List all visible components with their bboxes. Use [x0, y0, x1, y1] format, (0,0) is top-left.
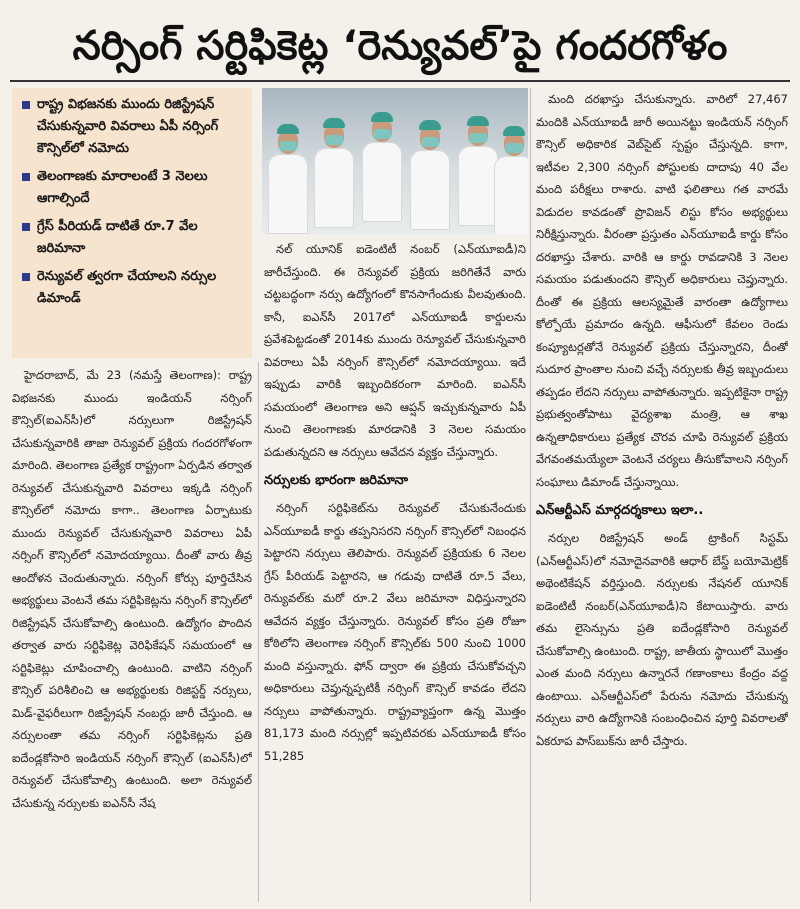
column-divider	[258, 362, 259, 902]
nurse-figure	[268, 124, 308, 234]
highlight-item	[22, 94, 244, 160]
column-divider	[530, 88, 531, 902]
article-column-3	[536, 88, 788, 904]
nurse-figure	[362, 112, 402, 234]
headline: నర్సింగ్ సర్టిఫికెట్ల ‘రెన్యువల్’పై గందరగోళం	[72, 23, 728, 69]
article-paragraph: హైదరాబాద్, మే 23 (నమస్తే తెలంగాణ): రాష్ట్ర విభజనకు ముందు ఇండియన్ నర్సింగ్ కౌన్సిల్(ఐఎన్‌సీ)లో నర్సులుగా రిజిస్ట్రేషన్ చేసుకున్నవారికి తాజా రెన్యువల్ ప్రక్రియ గందరగోళంగా మారింది. తెలంగాణ ప్రత్యేక రాష్ట్రంగా ఏర్పడిన తర్వాత రెన్యువల్ చేసుకున్నవారి వివరాలు ఇక్కడి నర్సింగ్ కౌన్సిల్‌లో నమోదు కాగా.. తెలంగాణ ఏర్పాటుకు ముందు రెన్యువల్ చేసుకున్నవారి వివరాలు ఏపీ నర్సింగ్ కౌన్సిల్‌లో నమోదయ్యాయి. దీంతో వారు తీవ్ర ఆందోళన చెందుతున్నారు. నర్సింగ్ కోర్సు పూర్తిచేసిన అభ్యర్థులు వెంటనే తమ సర్టిఫికెట్లను నర్సింగ్ కౌన్సిల్‌లో రిజిస్ట్రేషన్ చేసుకోవాల్సి ఉంటుంది. ఉద్యోగం పొందిన తర్వాత వారు సర్టిఫికెట్ల వెరిఫికేషన్ సమయంలో ఆ సర్టిఫికెట్లు చూపించాల్సి ఉంటుంది. వాటిని నర్సింగ్ కౌన్సిల్ పరిశీలించి ఆ అభ్యర్థులకు రిజిస్టర్డ్ నర్సులు, మిడ్-వైఫరీలుగా రిజిస్ట్రేషన్ నంబర్లు జారీ చేస్తుంది. ఆ నర్సులంతా తమ నర్సింగ్ సర్టిఫికెట్లను ప్రతి ఐదేండ్లకోసారి ఇండియన్ నర్సింగ్ కౌన్సిల్ (ఐఎన్‌సీ)లో రెన్యువల్ చేసుకోవాల్సి ఉంటుంది. అలా రెన్యువల్ చేసుకున్న నర్సులకు ఐఎన్‌సీ నేష	[12, 368, 252, 810]
article-paragraph: మంది దరఖాస్తు చేసుకున్నారు. వారిలో 27,467 మందికి ఎన్‌యూఐడీ జారీ అయినట్టు ఇండియన్ నర్సింగ్ కౌన్సిల్ అధికారిక వెబ్‌సైట్ స్పష్టం చేస్తున్నది. కాగా, ఇటీవల 2,300 నర్సింగ్ పోస్టులకు దాదాపు 40 వేల మంది పరీక్షలు రాశారు. వాటి ఫలితాలు గత వారమే విడుదల కావడంతో ప్రొవిజన్ లిస్టు కోసం అభ్యర్థులు నిరీక్షిస్తున్నారు. వీరంతా ప్రస్తుతం ఎన్‌యూఐడీ కార్డు కోసం దరఖాస్తు చేశారు. వారికి ఆ కార్డు రావడానికి 3 నెలల సమయం పడుతుందని కౌన్సిల్ అధికారులు చెప్తున్నారు. దీంతో ఈ ప్రక్రియ ఆలస్యమైతే వారంతా ఉద్యోగాలు కోల్పోయే ప్రమాదం ఉన్నది. ఆఫీసులో కేవలం రెండు కంప్యూటర్లతోనే రెన్యువల్ ప్రక్రియ చేస్తున్నారని, దీంతో సుదూర ప్రాంతాల నుంచి వచ్చే నర్సులకు తీవ్ర ఇబ్బందులు తప్పడం లేదని నర్సులు వాపోతున్నారు. ఇప్పటికైనా రాష్ట్ర ప్రభుత్వంతోపాటు వైద్యశాఖ మంత్రి, ఆ శాఖ ఉన్నతాధికారులు ప్రత్యేక చొరవ చూపి రెన్యువల్ ప్రక్రియ వేగవంతమయ్యేలా వెంటనే చర్యలు తీసుకోవాలని నర్సింగ్ సంఘాలు డిమాండ్ చేస్తున్నాయి.	[536, 92, 788, 489]
square-bullet-icon	[22, 273, 30, 281]
square-bullet-icon	[22, 223, 30, 231]
highlight-text: గ్రేస్ పీరియడ్ దాటితే రూ.7 వేల జరిమానా	[37, 219, 198, 256]
article-paragraph: నల్ యూనిక్ ఐడెంటిటీ నంబర్ (ఎన్‌యూఐడీ)ని జారీచేస్తుంది. ఈ రెన్యువల్ ప్రక్రియ జరిగితేనే వారు చట్టబద్ధంగా నర్సు ఉద్యోగంలో కొనసాగేందుకు వీలవుతుంది. కానీ, ఐఎన్‌సీ 2017లో ఎన్‌యూఐడీ కార్డులను ప్రవేశపెట్టడంతో 2014కు ముందు రెన్యూవల్ చేసుకున్నవారి వివరాలు ఏపీ నర్సింగ్ కౌన్సిల్‌లో నమోదయ్యాయి. ఇదే ఇప్పుడు వారికి ఇబ్బందికరంగా మారింది. ఐఎన్‌సీ సమయంలో తెలంగాణ అని ఆప్షన్ ఇచ్చుకున్నవారు ఏపీ నుంచి తెలంగాణకు మారడానికి 3 నెలల సమయం పడుతున్నదని ఆ నర్సులు ఆవేదన వ్యక్తం చేస్తున్నారు.	[264, 242, 526, 459]
headline-rule	[10, 80, 790, 82]
highlight-text: రాష్ట్ర విభజనకు ముందు రిజిస్ట్రేషన్ చేసుకున్నవారి వివరాలు ఏపీ నర్సింగ్ కౌన్సిల్‌లో నమోదు	[37, 97, 219, 156]
nurses-photo	[262, 88, 528, 234]
square-bullet-icon	[22, 101, 30, 109]
nurse-figure	[410, 120, 450, 234]
article-paragraph: నర్సింగ్ సర్టిఫికెట్‌ను రెన్యువల్ చేసుకునేందుకు ఎన్‌యూఐడీ కార్డు తప్పనిసరని నర్సింగ్ కౌన్సిల్‌లో నిబంధన పెట్టారని నర్సులు తెలిపారు. రెన్యువల్ ప్రక్రియకు 6 నెలల గ్రేస్ పీరియడ్ పెట్టారని, ఆ గడువు దాటితే రూ.5 వేలు, రెన్యువల్‌కు మరో రూ.2 వేలు జరిమానా విధిస్తున్నారని ఆవేదన వ్యక్తం చేస్తున్నారు. రెన్యువల్ కోసం ప్రతి రోజూ కోఠిలోని తెలంగాణ నర్సింగ్ కౌన్సిల్‌కు 500 నుంచి 1000 మంది వస్తున్నారు. ఫోన్ ద్వారా ఈ ప్రక్రియ చేసుకోవచ్చని అధికారులు చెప్తున్నప్పటికీ నర్సింగ్ కౌన్సిల్ కావడం లేదని నర్సులు వాపోతున్నారు. రాష్ట్రవ్యాప్తంగా ఉన్న మొత్తం 81,173 మంది నర్సుల్లో ఇప్పటివరకు ఎన్‌యూఐడీ కోసం 51,285	[264, 501, 526, 763]
article-column-2	[264, 238, 526, 904]
highlight-text: తెలంగాణకు మారాలంటే 3 నెలలు ఆగాల్సిందే	[37, 169, 208, 206]
highlight-item	[22, 166, 244, 210]
square-bullet-icon	[22, 173, 30, 181]
article-column-1	[12, 364, 252, 904]
highlight-item	[22, 266, 244, 310]
nurse-figure	[494, 126, 528, 234]
article-paragraph: నర్సుల రిజిస్ట్రేషన్ అండ్ ట్రాకింగ్ సిస్టమ్ (ఎన్ఆర్టీఎస్)లో నమోదైనవారికి ఆధార్ బేస్డ్ బయోమెట్రిక్ అథెంటికేషన్ వర్తిస్తుంది. నర్సులకు నేషనల్ యూనిక్ ఐడెంటిటీ నంబర్(ఎన్‌యూఐడీ)ని కేటాయిస్తారు. వారు తమ లైసెన్సును ప్రతి ఐదేండ్లకోసారి రెన్యువల్ చేసుకోవాల్సి ఉంటుంది. రాష్ట్ర, జాతీయ స్థాయిలో మొత్తం ఎంత మంది నర్సులు ఉన్నారనే గణాంకాలు కేంద్రం వద్ద ఉంటాయి. ఎన్ఆర్టీఎస్‌లో పేరును నమోదు చేసుకున్న నర్సులు వారి ఉద్యోగానికి సంబంధించిన పూర్తి వివరాలతో ఏకరూప పాస్‌బుక్‌ను జారీ చేస్తారు.	[536, 531, 788, 748]
nurse-figure	[458, 116, 498, 234]
nurse-figure	[314, 118, 354, 234]
section-subhead: ఎన్ఆర్టీఎస్ మార్గదర్శకాలు ఇలా..	[536, 503, 704, 518]
highlight-text: రెన్యువల్ త్వరగా చేయాలని నర్సుల డిమాండ్	[37, 269, 217, 306]
highlights-box	[12, 88, 252, 358]
highlight-item	[22, 216, 244, 260]
section-subhead: నర్సులకు భారంగా జరిమానా	[264, 473, 409, 488]
